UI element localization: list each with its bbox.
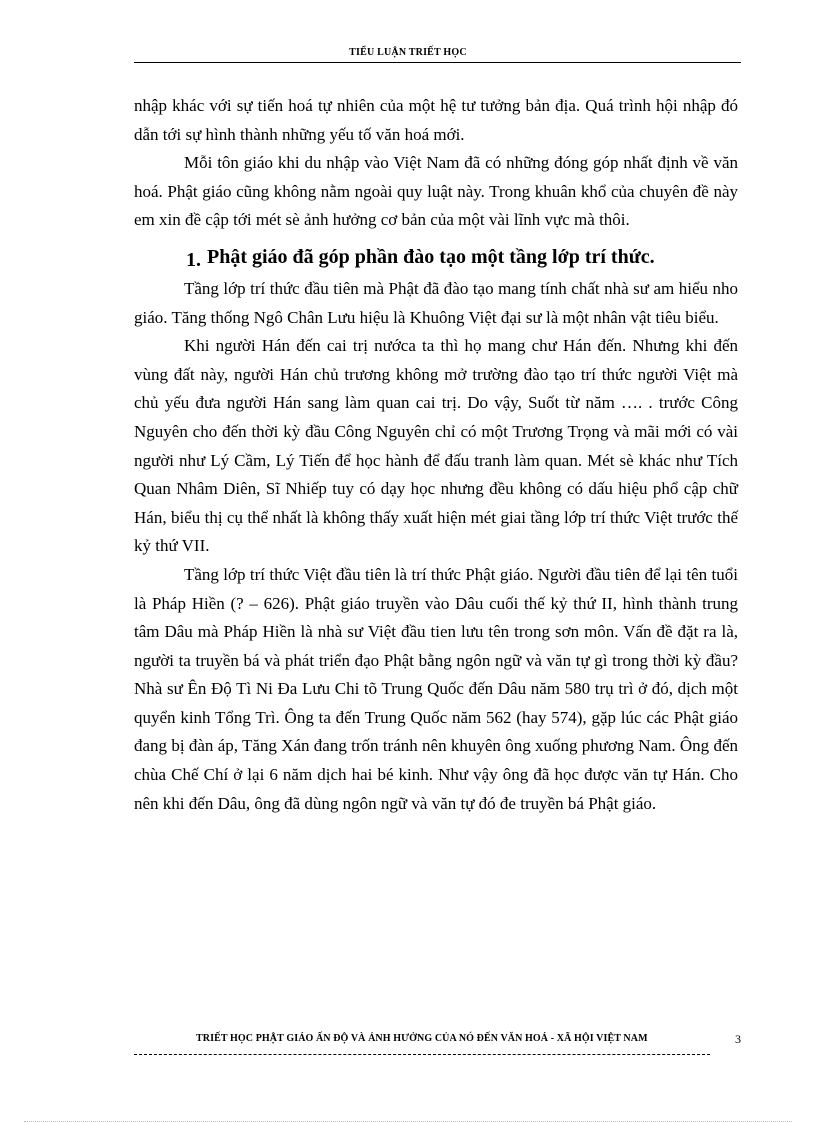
page-footer-title: TRIẾT HỌC PHẬT GIÁO ẤN ĐỘ VÀ ẢNH HƯỞNG CỦA NÓ ĐẾN VĂN HOÁ - XÃ HỘI VIỆT NAM (196, 1033, 648, 1044)
section-title: Phật giáo đã góp phần đào tạo một tầng lớp trí thức. (207, 245, 655, 268)
header-divider (134, 62, 741, 63)
page-header-title: TIỂU LUẬN TRIẾT HỌC (349, 47, 467, 58)
page-bottom-edge (24, 1121, 792, 1122)
page-number: 3 (735, 1032, 741, 1046)
paragraph-1: Tầng lớp trí thức đầu tiên mà Phật đã đào tạo mang tính chất nhà sư am hiểu nho giáo. Tăng thống Ngô Chân Lưu hiệu là Khuông Việt đại sư là một nhân vật tiêu biểu. (134, 278, 738, 327)
section-number: 1. (186, 248, 201, 271)
footer-divider (134, 1054, 710, 1055)
paragraph-2: Khi người Hán đến cai trị nướca ta thì họ mang chư Hán đến. Nhưng khi đến vùng đất này, người Hán chủ trương không mở trường đào tạo trí thức người Việt mà chủ yếu đưa người Hán sang làm quan cai trị. Do vậy, Suốt từ năm …. . trước Công Nguyên cho đến thời kỳ đầu Công Nguyên chỉ có một Trương Trọng và mãi mới có vài người như Lý Cầm, Lý Tiến để học hành để đấu tranh làm quan. Mét sè khác như Tích Quan Nhâm Diên, Sĩ Nhiếp tuy có dạy học nhưng đều không có dấu hiệu phổ cập chữ Hán, biểu thị cụ thể nhất là không thấy xuất hiện mét giai tầng lớp trí thức Việt trước thế kỷ thứ VII. (134, 336, 738, 556)
paragraph-intro: Mỗi tôn giáo khi du nhập vào Việt Nam đã có những đóng góp nhất định về văn hoá. Phật giáo cũng không nằm ngoài quy luật này. Trong khuân khổ của chuyên đề này em xin đề cập tới mét sè ảnh hưởng cơ bản của một vài lĩnh vực mà thôi. (134, 153, 738, 230)
paragraph-intro-continuation: nhập khác với sự tiến hoá tự nhiên của một hệ tư tưởng bản địa. Quá trình hội nhập đó dẫn tới sự hình thành những yếu tố văn hoá mới. (134, 96, 738, 144)
document-body (134, 92, 738, 818)
section-heading (134, 235, 738, 275)
paragraph-3: Tầng lớp trí thức Việt đầu tiên là trí thức Phật giáo. Người đầu tiên để lại tên tuổi là Pháp Hiền (? – 626). Phật giáo truyền vào Dâu cuối thế kỷ thứ II, hình thành trung tâm Dâu mà Pháp Hiền là nhà sư Việt đầu tien lưu tên trong sơn môn. Vấn đề đặt ra là, người ta truyền bá và phát triển đạo Phật bằng ngôn ngữ và văn tự gì trong thời kỳ đầu? Nhà sư Ên Độ Tì Ni Đa Lưu Chi tõ Trung Quốc đến Dâu năm 580 trụ trì ở đó, dịch một quyển kinh Tổng Trì. Ông ta đến Trung Quốc năm 562 (hay 574), gặp lúc các Phật giáo đang bị đàn áp, Tăng Xán đang trốn tránh nên khuyên ông xuống phương Nam. Ông đến chùa Chế Chí ở lại 6 năm dịch hai bé kinh. Như vậy ông đã học được văn tự Hán. Cho nên khi đến Dâu, ông đã dùng ngôn ngữ và văn tự đó đe truyền bá Phật giáo. (134, 564, 738, 813)
